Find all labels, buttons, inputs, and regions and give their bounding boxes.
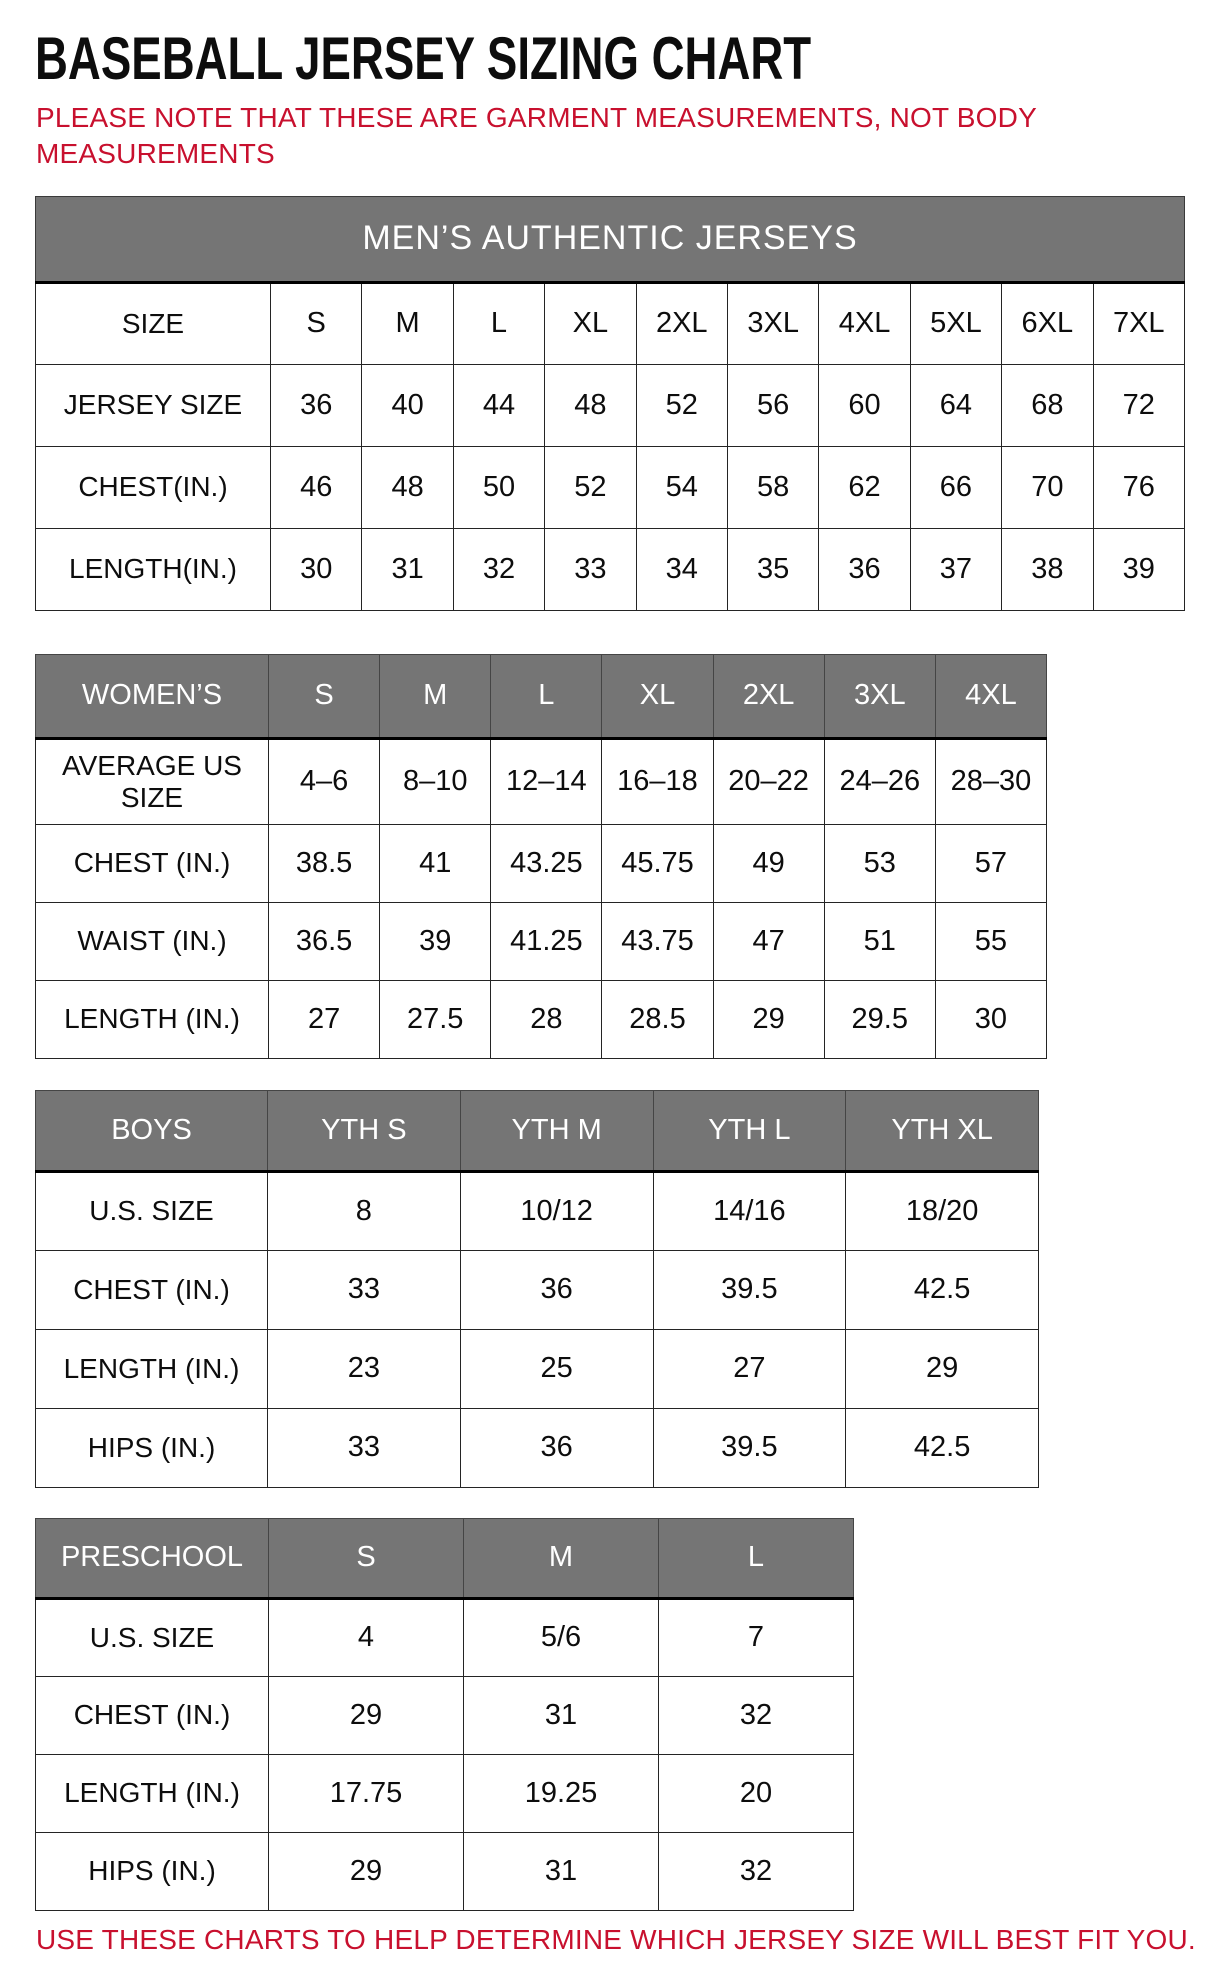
womens-value-cell: 36.5 — [269, 903, 380, 981]
boys-value-cell: 39.5 — [653, 1251, 846, 1330]
mens-value-cell: 66 — [910, 447, 1001, 529]
boys-table-label: BOYS — [36, 1091, 268, 1172]
mens-row — [36, 447, 1185, 529]
mens-row-label: CHEST(IN.) — [36, 447, 271, 529]
preschool-row — [36, 1755, 854, 1833]
mens-value-cell: 64 — [910, 365, 1001, 447]
womens-col-header: 2XL — [713, 655, 824, 739]
mens-value-cell: 31 — [362, 529, 453, 611]
womens-value-cell: 43.75 — [602, 903, 713, 981]
mens-value-cell: 4XL — [819, 283, 910, 365]
mens-value-cell: 58 — [727, 447, 818, 529]
mens-row-label: SIZE — [36, 283, 271, 365]
mens-value-cell: 70 — [1002, 447, 1093, 529]
preschool-value-cell: 5/6 — [464, 1599, 659, 1677]
womens-value-cell: 28–30 — [935, 739, 1046, 825]
mens-value-cell: 48 — [362, 447, 453, 529]
preschool-row-label: LENGTH (IN.) — [36, 1755, 269, 1833]
boys-value-cell: 42.5 — [846, 1251, 1039, 1330]
womens-value-cell: 30 — [935, 981, 1046, 1059]
mens-value-cell: 50 — [453, 447, 544, 529]
boys-row-label: CHEST (IN.) — [36, 1251, 268, 1330]
preschool-value-cell: 29 — [269, 1833, 464, 1911]
boys-row-label: HIPS (IN.) — [36, 1409, 268, 1488]
womens-value-cell: 28 — [491, 981, 602, 1059]
preschool-value-cell: 20 — [659, 1755, 854, 1833]
womens-value-cell: 43.25 — [491, 825, 602, 903]
mens-value-cell: 6XL — [1002, 283, 1093, 365]
womens-value-cell: 41 — [380, 825, 491, 903]
womens-value-cell: 8–10 — [380, 739, 491, 825]
boys-row-label: LENGTH (IN.) — [36, 1330, 268, 1409]
womens-value-cell: 29 — [713, 981, 824, 1059]
preschool-value-cell: 4 — [269, 1599, 464, 1677]
preschool-value-cell: 19.25 — [464, 1755, 659, 1833]
preschool-header-row — [36, 1519, 854, 1599]
womens-row — [36, 981, 1047, 1059]
boys-value-cell: 27 — [653, 1330, 846, 1409]
mens-value-cell: 40 — [362, 365, 453, 447]
boys-value-cell: 8 — [268, 1172, 461, 1251]
womens-value-cell: 39 — [380, 903, 491, 981]
mens-value-cell: 46 — [271, 447, 362, 529]
womens-value-cell: 29.5 — [824, 981, 935, 1059]
mens-value-cell: 52 — [545, 447, 636, 529]
mens-value-cell: 30 — [271, 529, 362, 611]
mens-value-cell: 3XL — [727, 283, 818, 365]
mens-row — [36, 283, 1185, 365]
boys-sizing-table — [35, 1090, 1039, 1488]
boys-row — [36, 1409, 1039, 1488]
boys-header-row — [36, 1091, 1039, 1172]
womens-value-cell: 12–14 — [491, 739, 602, 825]
mens-value-cell: 2XL — [636, 283, 727, 365]
womens-value-cell: 47 — [713, 903, 824, 981]
womens-table-label: WOMEN’S — [36, 655, 269, 739]
mens-value-cell: 38 — [1002, 529, 1093, 611]
boys-value-cell: 33 — [268, 1409, 461, 1488]
boys-col-header: YTH S — [268, 1091, 461, 1172]
mens-value-cell: 36 — [819, 529, 910, 611]
womens-row — [36, 903, 1047, 981]
preschool-table-label: PRESCHOOL — [36, 1519, 269, 1599]
mens-value-cell: 7XL — [1093, 283, 1184, 365]
womens-value-cell: 57 — [935, 825, 1046, 903]
womens-value-cell: 41.25 — [491, 903, 602, 981]
womens-col-header: L — [491, 655, 602, 739]
mens-value-cell: 54 — [636, 447, 727, 529]
mens-value-cell: 56 — [727, 365, 818, 447]
womens-value-cell: 27 — [269, 981, 380, 1059]
womens-value-cell: 4–6 — [269, 739, 380, 825]
boys-value-cell: 14/16 — [653, 1172, 846, 1251]
mens-value-cell: 44 — [453, 365, 544, 447]
mens-value-cell: 39 — [1093, 529, 1184, 611]
womens-value-cell: 24–26 — [824, 739, 935, 825]
mens-value-cell: L — [453, 283, 544, 365]
womens-value-cell: 38.5 — [269, 825, 380, 903]
preschool-value-cell: 32 — [659, 1677, 854, 1755]
preschool-col-header: S — [269, 1519, 464, 1599]
boys-value-cell: 36 — [460, 1409, 653, 1488]
mens-value-cell: 36 — [271, 365, 362, 447]
preschool-value-cell: 31 — [464, 1833, 659, 1911]
mens-value-cell: XL — [545, 283, 636, 365]
boys-value-cell: 23 — [268, 1330, 461, 1409]
boys-row — [36, 1251, 1039, 1330]
mens-value-cell: 48 — [545, 365, 636, 447]
boys-value-cell: 33 — [268, 1251, 461, 1330]
preschool-value-cell: 32 — [659, 1833, 854, 1911]
mens-row — [36, 529, 1185, 611]
womens-col-header: 3XL — [824, 655, 935, 739]
preschool-row — [36, 1833, 854, 1911]
boys-row — [36, 1172, 1039, 1251]
boys-value-cell: 10/12 — [460, 1172, 653, 1251]
womens-row-label: LENGTH (IN.) — [36, 981, 269, 1059]
garment-measurement-note — [36, 100, 1037, 172]
preschool-row — [36, 1599, 854, 1677]
mens-value-cell: 62 — [819, 447, 910, 529]
note-line-2: MEASUREMENTS — [36, 138, 275, 169]
mens-value-cell: 52 — [636, 365, 727, 447]
mens-value-cell: 60 — [819, 365, 910, 447]
boys-value-cell: 39.5 — [653, 1409, 846, 1488]
footer-note: USE THESE CHARTS TO HELP DETERMINE WHICH JERSEY SIZE WILL BEST FIT YOU. — [36, 1924, 1196, 1955]
mens-row-label: LENGTH(IN.) — [36, 529, 271, 611]
mens-value-cell: 37 — [910, 529, 1001, 611]
preschool-sizing-table — [35, 1518, 854, 1911]
mens-banner-row — [36, 197, 1185, 283]
womens-sizing-table — [35, 654, 1047, 1059]
mens-value-cell: M — [362, 283, 453, 365]
mens-value-cell: 5XL — [910, 283, 1001, 365]
womens-value-cell: 28.5 — [602, 981, 713, 1059]
womens-value-cell: 53 — [824, 825, 935, 903]
womens-row — [36, 825, 1047, 903]
preschool-row-label: CHEST (IN.) — [36, 1677, 269, 1755]
womens-value-cell: 55 — [935, 903, 1046, 981]
boys-value-cell: 29 — [846, 1330, 1039, 1409]
mens-value-cell: 35 — [727, 529, 818, 611]
boys-value-cell: 36 — [460, 1251, 653, 1330]
womens-value-cell: 45.75 — [602, 825, 713, 903]
boys-row-label: U.S. SIZE — [36, 1172, 268, 1251]
boys-value-cell: 42.5 — [846, 1409, 1039, 1488]
womens-col-header: XL — [602, 655, 713, 739]
womens-row-label: AVERAGE US SIZE — [36, 739, 269, 825]
womens-col-header: M — [380, 655, 491, 739]
preschool-col-header: L — [659, 1519, 854, 1599]
boys-value-cell: 18/20 — [846, 1172, 1039, 1251]
mens-value-cell: 34 — [636, 529, 727, 611]
mens-row — [36, 365, 1185, 447]
preschool-col-header: M — [464, 1519, 659, 1599]
womens-value-cell: 20–22 — [713, 739, 824, 825]
mens-value-cell: 32 — [453, 529, 544, 611]
womens-value-cell: 51 — [824, 903, 935, 981]
mens-value-cell: 68 — [1002, 365, 1093, 447]
womens-row — [36, 739, 1047, 825]
mens-row-label: JERSEY SIZE — [36, 365, 271, 447]
note-line-1: PLEASE NOTE THAT THESE ARE GARMENT MEASUREMENTS, NOT BODY — [36, 102, 1037, 133]
preschool-row-label: HIPS (IN.) — [36, 1833, 269, 1911]
womens-value-cell: 27.5 — [380, 981, 491, 1059]
boys-col-header: YTH XL — [846, 1091, 1039, 1172]
boys-value-cell: 25 — [460, 1330, 653, 1409]
womens-value-cell: 16–18 — [602, 739, 713, 825]
womens-col-header: 4XL — [935, 655, 1046, 739]
mens-value-cell: 76 — [1093, 447, 1184, 529]
boys-col-header: YTH M — [460, 1091, 653, 1172]
mens-value-cell: S — [271, 283, 362, 365]
mens-banner: MEN’S AUTHENTIC JERSEYS — [36, 197, 1185, 283]
womens-row-label: WAIST (IN.) — [36, 903, 269, 981]
womens-row-label: CHEST (IN.) — [36, 825, 269, 903]
preschool-value-cell: 31 — [464, 1677, 659, 1755]
mens-value-cell: 33 — [545, 529, 636, 611]
womens-value-cell: 49 — [713, 825, 824, 903]
womens-header-row — [36, 655, 1047, 739]
mens-value-cell: 72 — [1093, 365, 1184, 447]
preschool-value-cell: 7 — [659, 1599, 854, 1677]
preschool-row — [36, 1677, 854, 1755]
preschool-row-label: U.S. SIZE — [36, 1599, 269, 1677]
preschool-value-cell: 17.75 — [269, 1755, 464, 1833]
preschool-value-cell: 29 — [269, 1677, 464, 1755]
womens-col-header: S — [269, 655, 380, 739]
page-title: BASEBALL JERSEY SIZING CHART — [35, 25, 812, 92]
mens-sizing-table — [35, 196, 1185, 611]
boys-row — [36, 1330, 1039, 1409]
boys-col-header: YTH L — [653, 1091, 846, 1172]
